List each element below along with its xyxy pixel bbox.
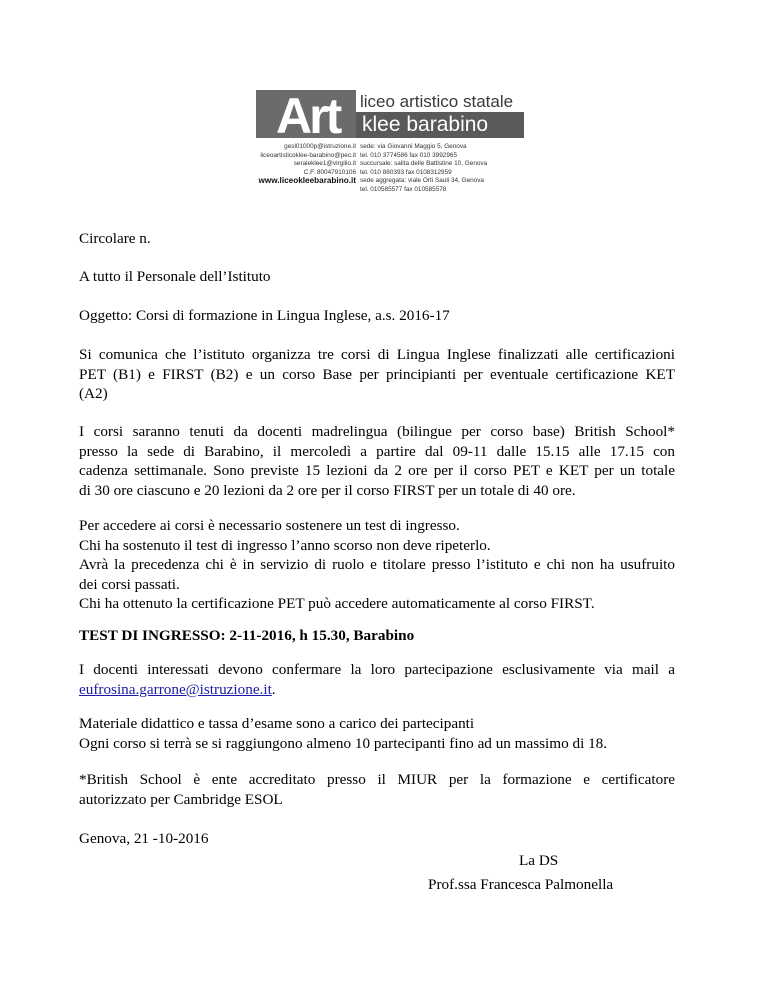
logo-art-word: Art (276, 88, 340, 144)
paragraph-access: Per accedere ai corsi è necessario sostenere un test di ingresso. Chi ha sostenuto il test di ingresso l’anno scorso non deve ripeterlo. Avrà la precedenza chi è in servizio di ruolo e titolare presso l’istituto e chi non ha usufruito dei corsi passati. Chi ha ottenuto la certificazione PET può accedere automaticamente al corso FIRST. (79, 517, 675, 613)
place-date: Genova, 21 -10-2016 (79, 830, 209, 847)
test-heading: TEST DI INGRESSO: 2-11-2016, h 15.30, Barabino (79, 627, 415, 644)
contact-email: gesl01000p@istruzione.it (284, 143, 356, 150)
address-succursale: succursale: salita delle Battistine 10, Genova (360, 160, 488, 168)
address-sede: sede: via Giovanni Maggio 5, Genova (360, 143, 467, 150)
address-aggregata: sede aggregata: viale Orti Sauli 34, Genova (360, 177, 484, 185)
signature-name: Prof.ssa Francesca Palmonella (428, 876, 614, 893)
paragraph-teachers: I corsi saranno tenuti da docenti madrelingua (bilingue per corso base) British School* presso la sede di Barabino, il mercoledì a partire dal 09-11 dalle 15.15 alle 17.15 con cadenza settimanale. Sono previste 15 lezioni da 2 ore per il corso PET e KET per un totale di 30 ore ciascuno e 20 lezioni da 2 ore per il corso FIRST per un totale di 40 ore. (79, 423, 675, 499)
paragraph-confirm: I docenti interessati devono confermare la loro partecipazione esclusivamente via mail a eufrosina.garrone@istruzione.it. (79, 661, 675, 698)
contact-pec: liceoartisticoklee-barabino@pec.it (260, 151, 356, 159)
letterhead-contacts-right (360, 143, 487, 195)
circolare-number: Circolare n. (79, 230, 151, 247)
contact-cf: C.F. 80047910106 (303, 168, 356, 176)
recipient-line: A tutto il Personale dell’Istituto (79, 268, 271, 285)
school-logo (256, 88, 356, 144)
phone-succursale: tel. 010 880393 fax 0108312959 (360, 168, 452, 176)
letterhead (240, 86, 528, 202)
school-name-line2: klee barabino (362, 113, 489, 136)
email-link[interactable]: eufrosina.garrone@istruzione.it (79, 680, 272, 698)
subject-line: Oggetto: Corsi di formazione in Lingua Inglese, a.s. 2016-17 (79, 307, 450, 324)
contact-website: www.liceokleebarabino.it (258, 176, 356, 186)
paragraph-material: Materiale didattico e tassa d’esame sono a carico dei partecipanti Ogni corso si terrà se si raggiungono almeno 10 partecipanti fino ad un massimo di 18. (79, 715, 608, 752)
phone-sede: tel. 010 3774586 fax 010 3992965 (360, 151, 458, 159)
school-name-line1: liceo artistico statale (360, 92, 514, 111)
phone-aggregata: tel. 010585577 fax 010585578 (360, 185, 447, 193)
letterhead-contacts-left (258, 143, 356, 186)
signature-role: La DS (519, 852, 559, 869)
paragraph-british-school: *British School è ente accreditato presso il MIUR per la formazione e certificatore autorizzato per Cambridge ESOL (79, 771, 675, 808)
paragraph-courses: Si comunica che l’istituto organizza tre corsi di Lingua Inglese finalizzati alle certificazioni PET (B1) e FIRST (B2) e un corso Base per principianti per eventuale certificazione KET (A2) (79, 346, 675, 403)
contact-serale: seralеklee1@virgilio.it (293, 160, 356, 168)
